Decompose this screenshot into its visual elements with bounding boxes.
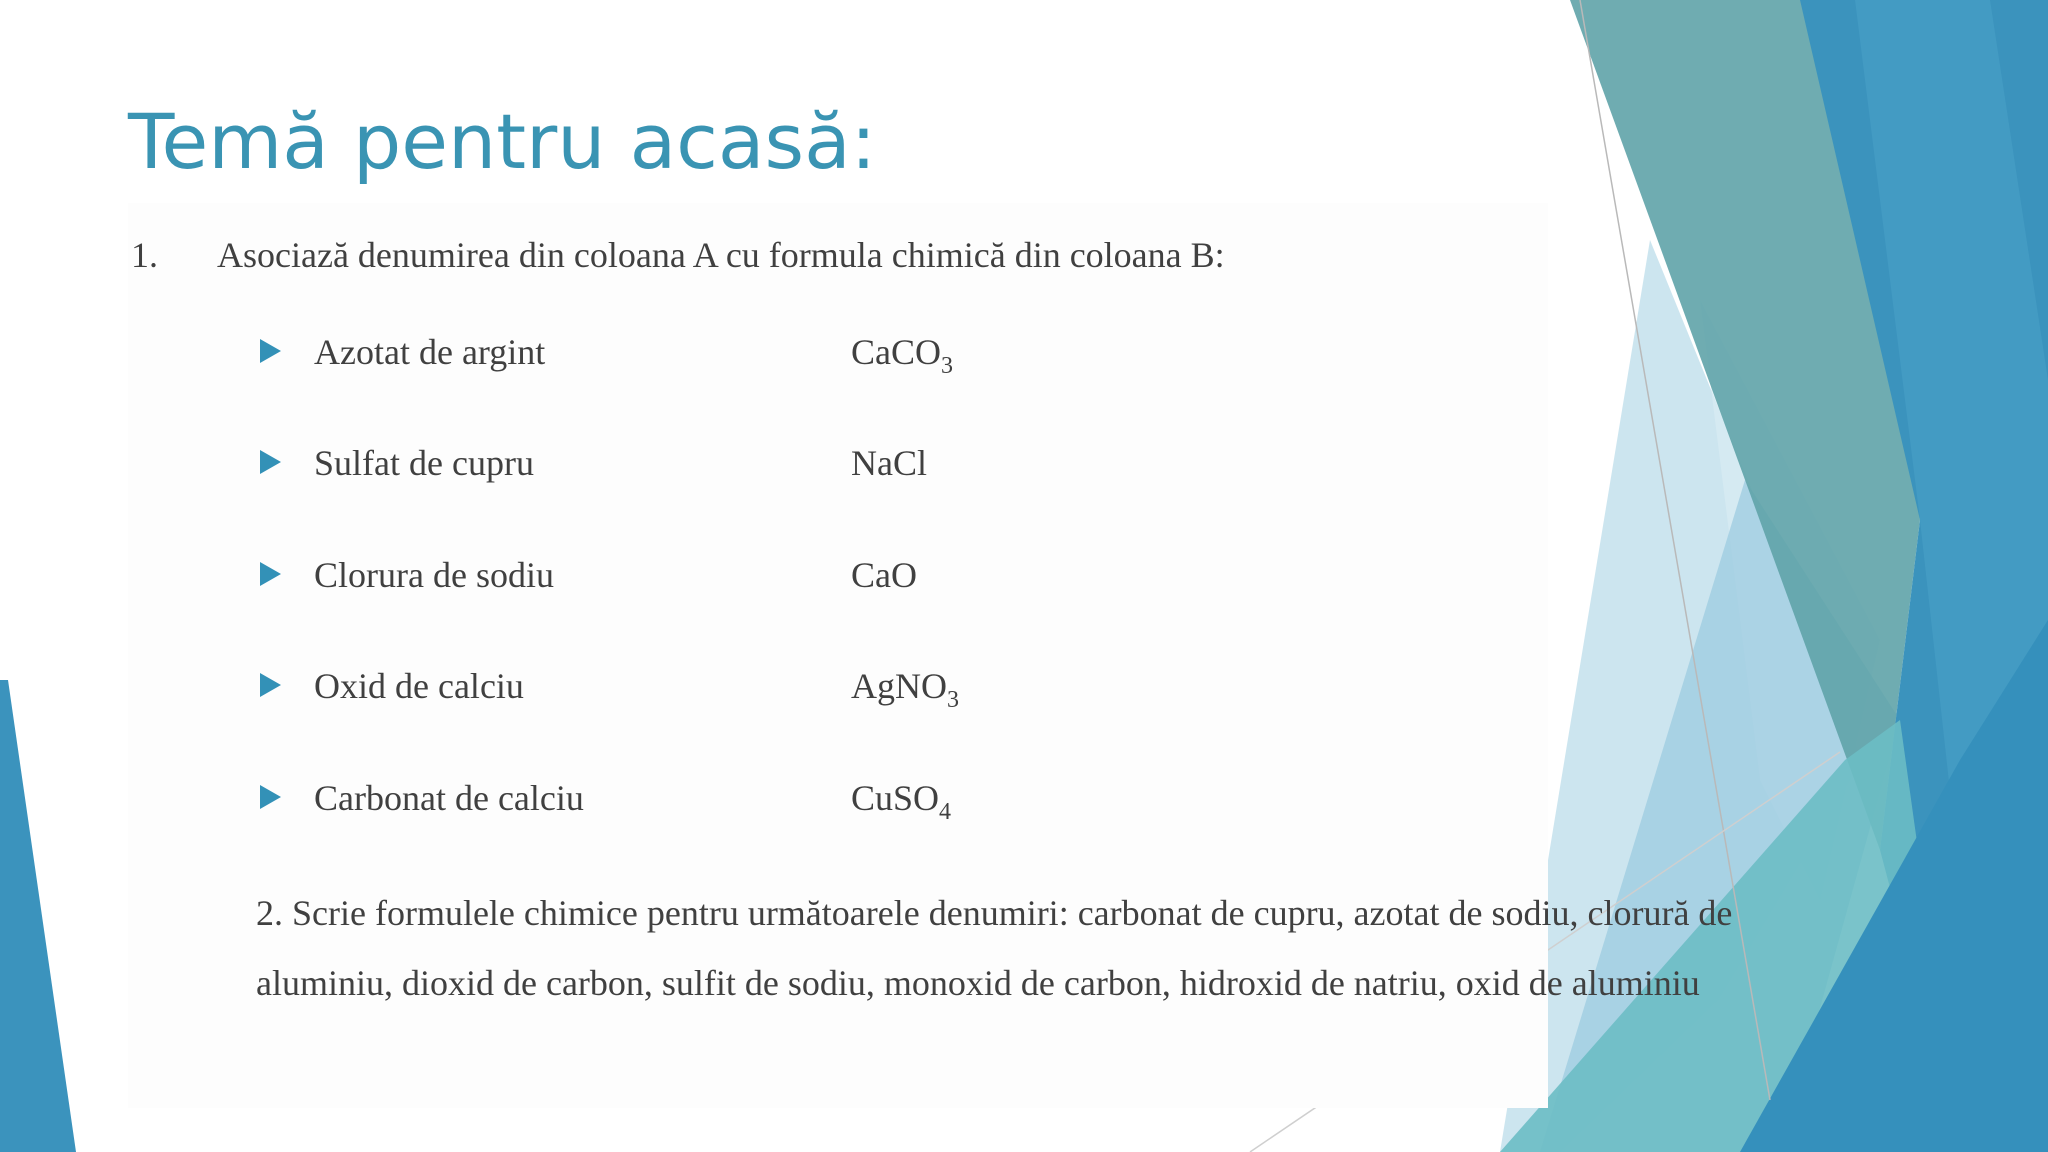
task-1-number: 1. — [131, 235, 158, 275]
task-1-text: Asociază denumirea din coloana A cu formula chimică din coloana B: — [217, 235, 1225, 275]
compound-name: Sulfat de cupru — [314, 443, 534, 483]
chemical-formula: CuSO$_4$ — [851, 778, 952, 825]
compound-name: Oxid de calciu — [314, 666, 524, 706]
task-2-instruction: 2. Scrie formulele chimice pentru următoarele denumiri: carbonat de cupru, azotat de sodiu, clorură de aluminiu, dioxid de carbon, sulfit de sodiu, monoxid de carbon, hidroxid de natriu, oxid de aluminiu — [256, 893, 1733, 1003]
compound-name: Clorura de sodiu — [314, 555, 554, 595]
slide-title: Temă pentru acasă: — [128, 97, 877, 186]
facet-left-edge — [0, 680, 76, 1152]
compound-name: Azotat de argint — [314, 332, 546, 372]
chemical-formula: CaO — [851, 555, 917, 595]
triangle-bullet-icon — [260, 785, 281, 809]
triangle-bullet-icon — [260, 673, 281, 697]
triangle-bullet-icon — [260, 450, 281, 474]
triangle-bullet-icon — [260, 339, 281, 363]
task-1-instruction — [131, 234, 1225, 277]
chemical-formula: AgNO$_3$ — [851, 666, 959, 713]
chemical-formula: CaCO$_3$ — [851, 332, 953, 379]
triangle-bullet-icon — [260, 562, 281, 586]
chemical-formula: NaCl — [851, 443, 927, 483]
compound-name: Carbonat de calciu — [314, 778, 584, 818]
